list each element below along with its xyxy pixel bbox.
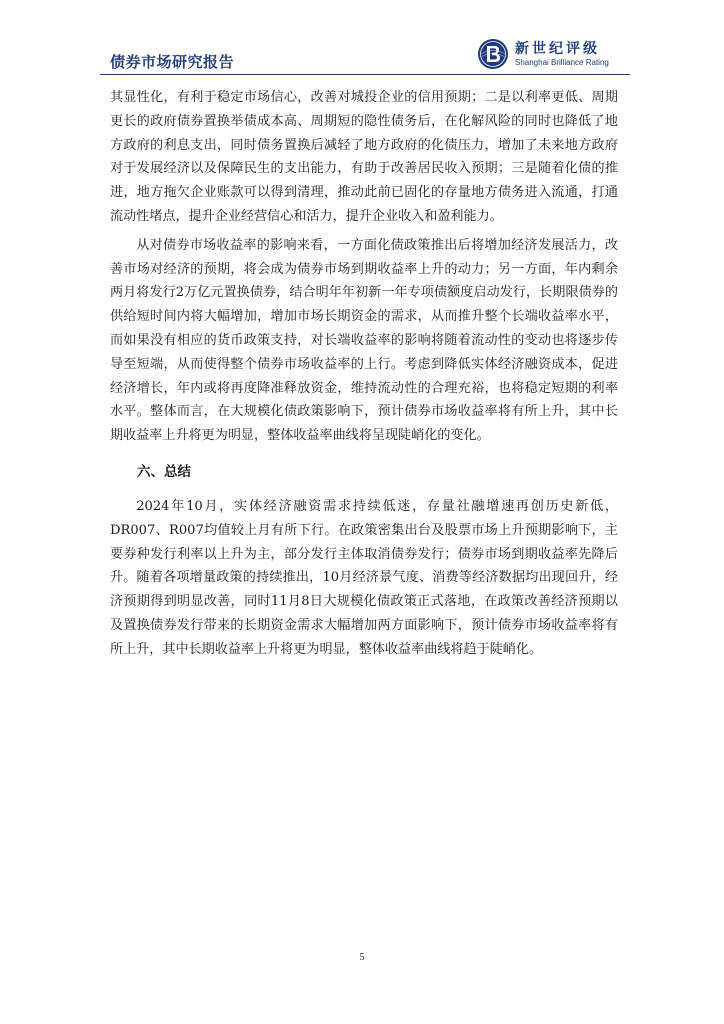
page-header xyxy=(100,34,630,74)
summary-paragraph: 2024年10月，实体经济融资需求持续低迷，存量社融增速再创历史新低，DR007、R007均值较上月有所下行。在政策密集出台及股票市场上升预期影响下，主要券种发行利率以上升为主，部分发行主体取消债券发行；债券市场到期收益率先降后升。随着各项增量政策的持续推出，10月经济景气度、消费等经济数据均出现回升，经济预期得到明显改善，同时11月8日大规模化债政策正式落地，在政策改善经济预期以及置换债券发行带来的长期资金需求大幅增加两方面影响下，预计债券市场收益率将有所上升，其中长期收益率上升将更为明显，整体收益率曲线将趋于陡峭化。 xyxy=(110,498,618,657)
section-heading: 六、总结 xyxy=(137,463,191,480)
report-body xyxy=(110,86,618,662)
logo-english-name: Shanghai Brilliance Rating xyxy=(515,58,609,67)
body-paragraph: 其显性化，有利于稳定市场信心，改善对城投企业的信用预期；二是以利率更低、周期更长的政府债券置换举债成本高、周期短的隐性债务后，在化解风险的同时也降低了地方政府的利息支出，同时债务置换后减轻了地方政府的化债压力，增加了未来地方政府对于发展经济以及保障民生的支出能力，有助于改善居民收入预期；三是随着化债的推进，地方拖欠企业账款可以得到清理，推动此前已固化的存量地方债务进入流通，打通流动性堵点，提升企业经营信心和活力，提升企业收入和盈利能力。 xyxy=(110,90,618,224)
header-divider xyxy=(100,74,630,75)
brilliance-rating-logo-icon xyxy=(477,38,509,70)
report-title: 债券市场研究报告 xyxy=(110,53,235,71)
page-number: 5 xyxy=(359,952,365,963)
body-paragraph: 从对债券市场收益率的影响来看，一方面化债政策推出后将增加经济发展活力，改善市场对经济的预期，将会成为债券市场到期收益率上升的动力；另一方面，年内剩余两月将发行2万亿元置换债券，结合明年年初新一年专项债额度启动发行，长期限债券的供给短时间内将大幅增加，增加市场长期资金的需求，从而推升整个长端收益率水平，而如果没有相应的货币政策支持，对长端收益率的影响将随着流动性的变动也将逐步传导至短端，从而使得整个债券市场收益率的上行。考虑到降低实体经济融资成本，促进经济增长，年内或将再度降准释放资金，维持流动性的合理充裕，也将稳定短期的利率水平。整体而言，在大规模化债政策影响下，预计债券市场收益率将有所上升，其中长期收益率上升将更为明显，整体收益率曲线将呈现陡峭化的变化。 xyxy=(110,237,618,444)
logo-chinese-name: 新世纪评级 xyxy=(515,41,600,57)
brand-logo xyxy=(477,36,637,72)
